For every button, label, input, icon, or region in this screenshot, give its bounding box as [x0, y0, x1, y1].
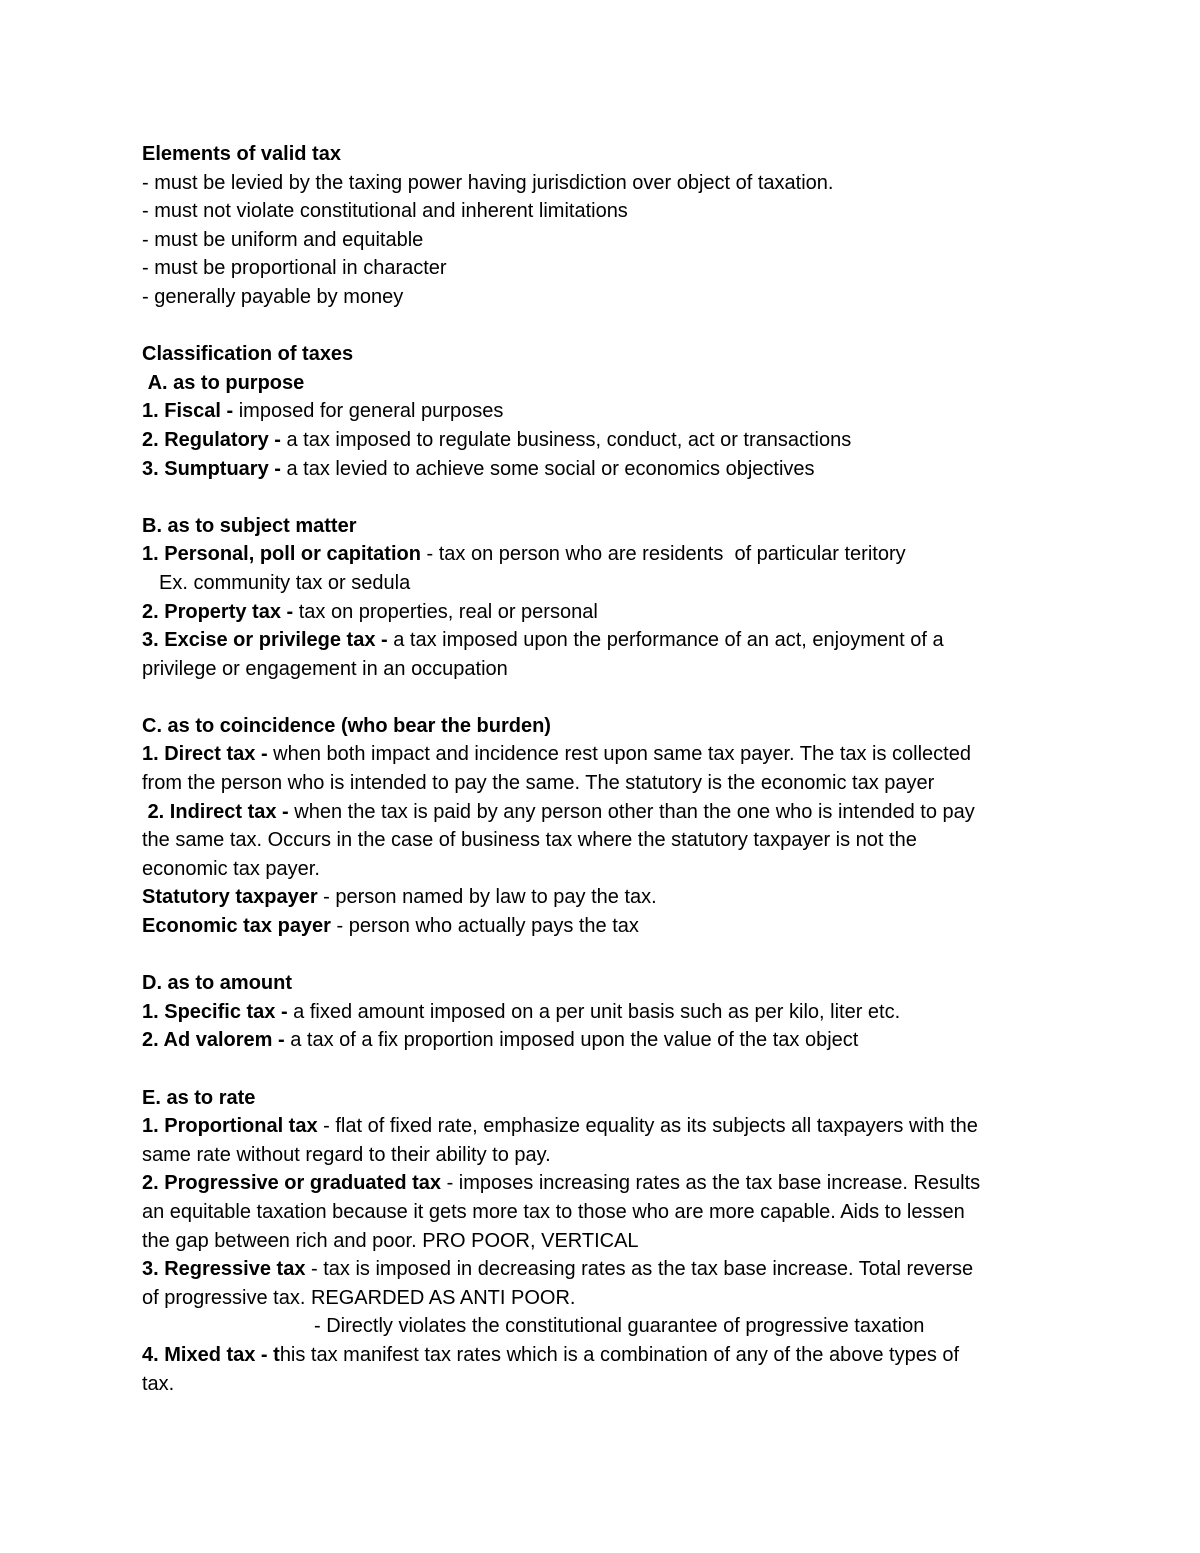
example-line: Ex. community tax or sedula [159, 571, 411, 594]
section-amount [142, 969, 1057, 1055]
definition-item: Economic tax payer - person who actually pays the tax [142, 915, 639, 938]
list-item-continuation: the gap between rich and poor. PRO POOR, VERTICAL [142, 1229, 639, 1252]
list-item: 1. Personal, poll or capitation - tax on person who are residents of particular teritory [142, 543, 906, 566]
subsection-heading: A. as to purpose [142, 371, 305, 394]
list-item: 2. Ad valorem - a tax of a fix proportion imposed upon the value of the tax object [142, 1029, 859, 1052]
list-item: 1. Specific tax - a fixed amount imposed on a per unit basis such as per kilo, liter etc. [142, 1000, 901, 1023]
list-item: 1. Fiscal - imposed for general purposes [142, 400, 504, 423]
list-item: 3. Sumptuary - a tax levied to achieve some social or economics objectives [142, 457, 815, 480]
list-item-continuation: the same tax. Occurs in the case of business tax where the statutory taxpayer is not the [142, 829, 917, 852]
list-item-continuation: from the person who is intended to pay the same. The statutory is the economic tax payer [142, 772, 935, 795]
spacer [142, 483, 1057, 512]
list-item-continuation: privilege or engagement in an occupation [142, 657, 508, 680]
list-item-continuation: tax. [142, 1372, 175, 1395]
section-rate [142, 1084, 1057, 1399]
spacer [142, 683, 1057, 712]
sub-note: - Directly violates the constitutional guarantee of progressive taxation [314, 1315, 925, 1338]
spacer [142, 312, 1057, 341]
list-item-continuation: same rate without regard to their ability to pay. [142, 1143, 551, 1166]
list-item: 3. Regressive tax - tax is imposed in decreasing rates as the tax base increase. Total reverse [142, 1258, 974, 1281]
list-item: - must be levied by the taxing power having jurisdiction over object of taxation. [142, 171, 834, 194]
spacer [142, 941, 1057, 970]
list-item: 2. Property tax - tax on properties, real or personal [142, 600, 598, 623]
section-subject-matter [142, 512, 1057, 684]
document-body [142, 140, 1057, 1398]
list-item: 1. Proportional tax - flat of fixed rate, emphasize equality as its subjects all taxpayers with the [142, 1115, 978, 1138]
spacer [142, 1055, 1057, 1084]
section-heading: D. as to amount [142, 972, 293, 995]
list-item-continuation: of progressive tax. REGARDED AS ANTI POOR. [142, 1286, 576, 1309]
list-item: 2. Regulatory - a tax imposed to regulate business, conduct, act or transactions [142, 428, 852, 451]
definition-item: Statutory taxpayer - person named by law to pay the tax. [142, 886, 657, 909]
list-item: 2. Progressive or graduated tax - imposes increasing rates as the tax base increase. Results [142, 1172, 981, 1195]
list-item: - must be proportional in character [142, 257, 447, 280]
list-item: - must be uniform and equitable [142, 228, 424, 251]
list-item-continuation: an equitable taxation because it gets more tax to those who are more capable. Aids to lessen [142, 1200, 965, 1223]
section-heading: B. as to subject matter [142, 514, 357, 537]
list-item: 4. Mixed tax - this tax manifest tax rates which is a combination of any of the above types of [142, 1343, 960, 1366]
section-heading: Classification of taxes [142, 343, 354, 366]
section-coincidence [142, 712, 1057, 941]
section-classification [142, 340, 1057, 483]
section-heading: C. as to coincidence (who bear the burden) [142, 714, 551, 737]
section-heading: E. as to rate [142, 1086, 256, 1109]
section-heading: Elements of valid tax [142, 143, 341, 165]
list-item: 1. Direct tax - when both impact and incidence rest upon same tax payer. The tax is collected [142, 743, 971, 766]
list-item: 2. Indirect tax - when the tax is paid by any person other than the one who is intended to pay [142, 800, 975, 823]
list-item: 3. Excise or privilege tax - a tax imposed upon the performance of an act, enjoyment of a [142, 629, 944, 652]
list-item: - must not violate constitutional and inherent limitations [142, 200, 628, 223]
list-item: - generally payable by money [142, 285, 404, 308]
section-elements [142, 140, 1057, 312]
list-item-continuation: economic tax payer. [142, 857, 320, 880]
